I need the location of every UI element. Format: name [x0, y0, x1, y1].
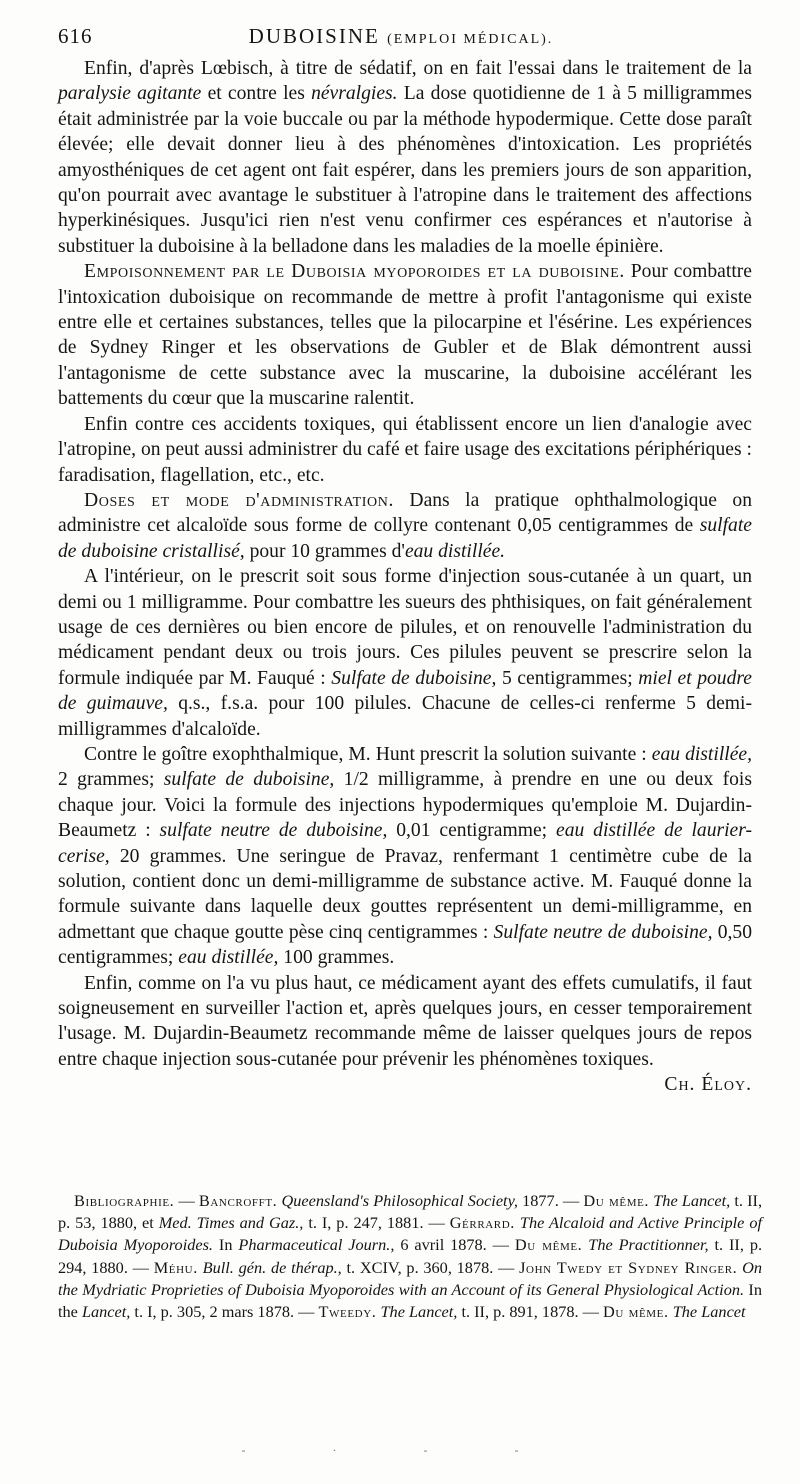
text-run: In the: [58, 1279, 762, 1322]
text-run: 0,01 centigramme;: [387, 820, 556, 842]
text-run: 100 grammes.: [278, 947, 395, 969]
text-run: t. II, p. 294, 1880. —: [58, 1235, 763, 1277]
bibliography-text: [58, 1190, 762, 1323]
text-run: 1/2 milligramme, à prendre en une ou deux fois chaque jour. Voici la formule des injections hypodermiques qu'emploie M. Dujardin-Beaumetz :: [58, 769, 752, 842]
small-caps-run: Bancrofft.: [198, 1191, 278, 1210]
running-title-main: DUBOISINE: [248, 24, 380, 48]
bibliography-section: [58, 1190, 762, 1323]
italic-run: On the Mydriatic Proprieties of Duboisia Myoporoides with an Account of its General Physiological Action.: [58, 1257, 763, 1299]
italic-run: Sulfate neutre de duboisine,: [493, 921, 713, 943]
paragraph-conclusion: [58, 971, 752, 1073]
paragraph-poisoning: [58, 259, 752, 411]
paragraph-doses: [58, 488, 752, 564]
italic-run: eau distillée.: [404, 540, 506, 562]
small-caps-run: Doses et mode d'administration.: [84, 489, 394, 511]
text-run: pour 10 grammes d': [244, 540, 405, 562]
text-run: A l'intérieur, on le prescrit soit sous forme d'injection sous-cutanée à un quart, un demi ou 1 milligramme. Pour combattre les sueurs des phthisiques, on fait généralement usage de ces dernières ou bien encore de pilules, et on renouvelle l'administration du médicament pendant deux ou trois jours. Ces pilules peuvent se prescrire selon la formule indiquée par M. Fauqué :: [58, 566, 752, 689]
small-caps-run: Tweedy.: [318, 1302, 377, 1322]
italic-run: sulfate de duboisine,: [163, 769, 335, 791]
running-title-sub: (EMPLOI MÉDICAL).: [387, 32, 554, 47]
text-run: —: [174, 1191, 199, 1210]
text-run: Pour combattre l'intoxication duboisique on recommande de mettre à profit l'antagonisme qui existe entre elle et certaines substances, telles que la pilocarpine et l'ésérine. Les expériences de Sydney Ringer et les observations de Gubler et de Blak démontrent aussi l'antagonisme de cette substance avec la muscarine, la duboisine accélérant les battements du cœur que la muscarine ralentit.: [58, 261, 752, 410]
footer-marks: - · - -: [241, 1443, 561, 1457]
page-number: 616: [58, 24, 93, 48]
italic-run: The Lancet: [672, 1302, 746, 1322]
text-run: t. I, p. 305, 2 mars 1878. —: [130, 1302, 319, 1322]
text-run: q.s., f.s.a. pour 100 pilules. Chacune de celles-ci renferme 5 demi-milligrammes d'alcaloïde.: [58, 693, 752, 740]
italic-run: The Lancet,: [653, 1191, 731, 1210]
italic-run: Queensland's Philosophical Society,: [281, 1191, 518, 1210]
text-run: Enfin, d'après Lœbisch, à titre de sédatif, on en fait l'essai dans le traitement de la: [84, 58, 752, 79]
italic-run: névralgies.: [311, 83, 398, 105]
italic-run: paralysie agitante: [58, 83, 202, 105]
italic-run: eau distillée,: [651, 743, 753, 765]
italic-run: Pharmaceutical Journ.,: [238, 1235, 395, 1255]
small-caps-run: John Twedy et Sydney Ringer.: [519, 1257, 738, 1277]
italic-run: sulfate de duboisine cristallisé,: [58, 515, 752, 562]
running-title: [58, 24, 744, 49]
text-run: Enfin contre ces accidents toxiques, qui établissent encore un lien d'analogie avec l'atropine, on peut aussi administrer du café et faire usage des excitations périphériques : faradisation, flagellation, etc., etc.: [58, 413, 752, 486]
italic-run: eau distillée,: [178, 947, 279, 969]
text-run: 20 grammes. Une seringue de Pravaz, renfermant 1 centimètre cube de la solution, contient donc un demi-milligramme de substance active. M. Fauqué donne la formule suivante dans laquelle deux gouttes représentent un demi-milligramme, en admettant que chaque goutte pèse cinq centigrammes :: [58, 845, 752, 943]
italic-run: The Lancet,: [380, 1302, 458, 1322]
text-run: 6 avril 1878. —: [394, 1235, 515, 1255]
text-run: et contre les: [201, 83, 312, 105]
italic-run: Sulfate de duboisine,: [331, 667, 497, 689]
text-run: Enfin, comme on l'a vu plus haut, ce médicament ayant des effets cumulatifs, il faut soigneusement en surveiller l'action et, après quelques jours, en cesser temporairement l'usage. M. Dujardin-Beaumetz recommande même de laisser quelques jours de repos entre chaque injection sous-cutanée pour prévenir les phénomènes toxiques.: [58, 972, 752, 1070]
paragraph-antidotes: [58, 412, 752, 488]
text-run: Contre le goître exophthalmique, M. Hunt prescrit la solution suivante :: [84, 743, 652, 765]
text-run: t. II, p. 53, 1880, et: [58, 1191, 763, 1233]
author-signature: Ch. Éloy.: [664, 1074, 752, 1096]
text-run: 0,50 centigrammes;: [58, 921, 752, 969]
paragraph-internal-use: [58, 564, 752, 742]
text-run: t. I, p. 247, 1881. —: [303, 1213, 450, 1233]
small-caps-run: Méhu.: [153, 1257, 198, 1277]
text-run: 2 grammes;: [58, 769, 164, 791]
text-run: La dose quotidienne de 1 à 5 milligrammes était administrée par la voie buccale ou par la méthode hypodermique. Cette dose paraît élevée; elle devait donner lieu à des phénomènes d'intoxication. Les propriétés amyosthéniques de cet agent ont fait espérer, dans les premiers jours de son apparition, qu'on pourrait avec avantage le substituer à l'atropine dans le traitement des affections hyperkinésiques. Jusqu'ici rien n'est venu confirmer ces espérances et n'autorise à substituer la duboisine à la belladone dans les maladies de la moelle épinière.: [58, 83, 752, 257]
text-run: 1877. —: [517, 1191, 584, 1210]
paragraph-goitre: [58, 742, 752, 971]
text-run: In: [213, 1235, 239, 1255]
text-run: 5 centigrammes;: [496, 667, 639, 689]
small-caps-run: Du même.: [603, 1302, 669, 1322]
paragraph-therapeutic-uses: [58, 56, 752, 259]
small-caps-run: Du même.: [583, 1191, 650, 1210]
article-body: [58, 56, 752, 1098]
italic-run: Bull. gén. de thérap.,: [202, 1257, 342, 1277]
text-run: t. II, p. 891, 1878. —: [457, 1302, 603, 1322]
italic-run: Lancet,: [81, 1302, 131, 1322]
text-run: t. XCIV, p. 360, 1878. —: [341, 1257, 520, 1277]
italic-run: Med. Times and Gaz.,: [158, 1213, 304, 1233]
italic-run: miel et poudre de guimauve,: [58, 667, 752, 715]
small-caps-run: Du même.: [514, 1235, 583, 1255]
italic-run: The Practitionner,: [588, 1235, 709, 1255]
italic-run: sulfate neutre de duboisine,: [159, 820, 388, 842]
small-caps-run: Gérrard.: [449, 1213, 515, 1233]
italic-run: The Alcaloid and Active Principle of Duboisia Myoporoides.: [58, 1213, 762, 1255]
small-caps-run: Bibliographie.: [74, 1191, 175, 1210]
small-caps-run: Empoisonnement par le Duboisia myoporoides et la duboisine.: [84, 261, 625, 283]
text-run: Dans la pratique ophthalmologique on administre cet alcaloïde sous forme de collyre contenant 0,05 centigrammes de: [58, 489, 752, 537]
running-header: [58, 18, 744, 52]
italic-run: eau distillée de laurier-cerise,: [58, 820, 753, 867]
